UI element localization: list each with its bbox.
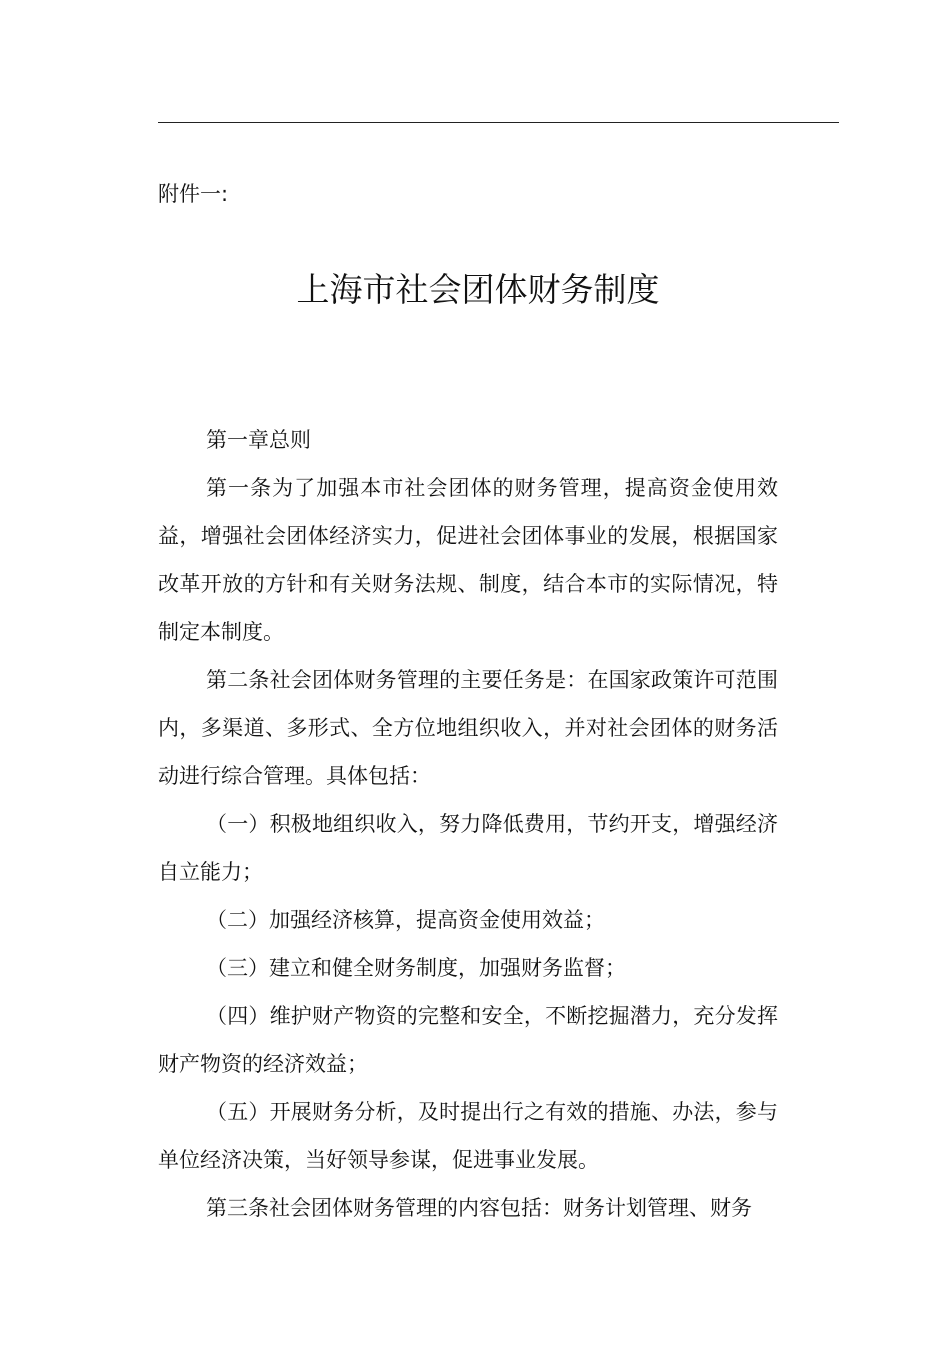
article-2-paragraph: 第二条社会团体财务管理的主要任务是：在国家政策许可范围内，多渠道、多形式、全方位地组织收入，并对社会团体的财务活动进行综合管理。具体包括： <box>158 668 778 788</box>
list-item-2: （二）加强经济核算，提高资金使用效益； <box>206 908 605 932</box>
list-item-3: （三）建立和健全财务制度，加强财务监督； <box>206 956 626 980</box>
document-title: 上海市社会团体财务制度 <box>296 270 660 309</box>
list-item-5: （五）开展财务分析，及时提出行之有效的措施、办法，参与单位经济决策，当好领导参谋，促进事业发展。 <box>158 1100 778 1172</box>
article-1-paragraph: 第一条为了加强本市社会团体的财务管理，提高资金使用效益，增强社会团体经济实力，促进社会团体事业的发展，根据国家改革开放的方针和有关财务法规、制度，结合本市的实际情况，特制定本制度。 <box>158 476 778 644</box>
document-body <box>158 416 778 1232</box>
article-3-paragraph: 第三条社会团体财务管理的内容包括：财务计划管理、财务 <box>206 1196 752 1220</box>
chapter-heading: 第一章总则 <box>206 428 311 452</box>
header-divider <box>158 122 839 123</box>
list-item-1: （一）积极地组织收入，努力降低费用，节约开支，增强经济自立能力； <box>158 812 778 884</box>
list-item-4: （四）维护财产物资的完整和安全，不断挖掘潜力，充分发挥财产物资的经济效益； <box>158 1004 778 1076</box>
attachment-label: 附件一: <box>158 182 229 206</box>
